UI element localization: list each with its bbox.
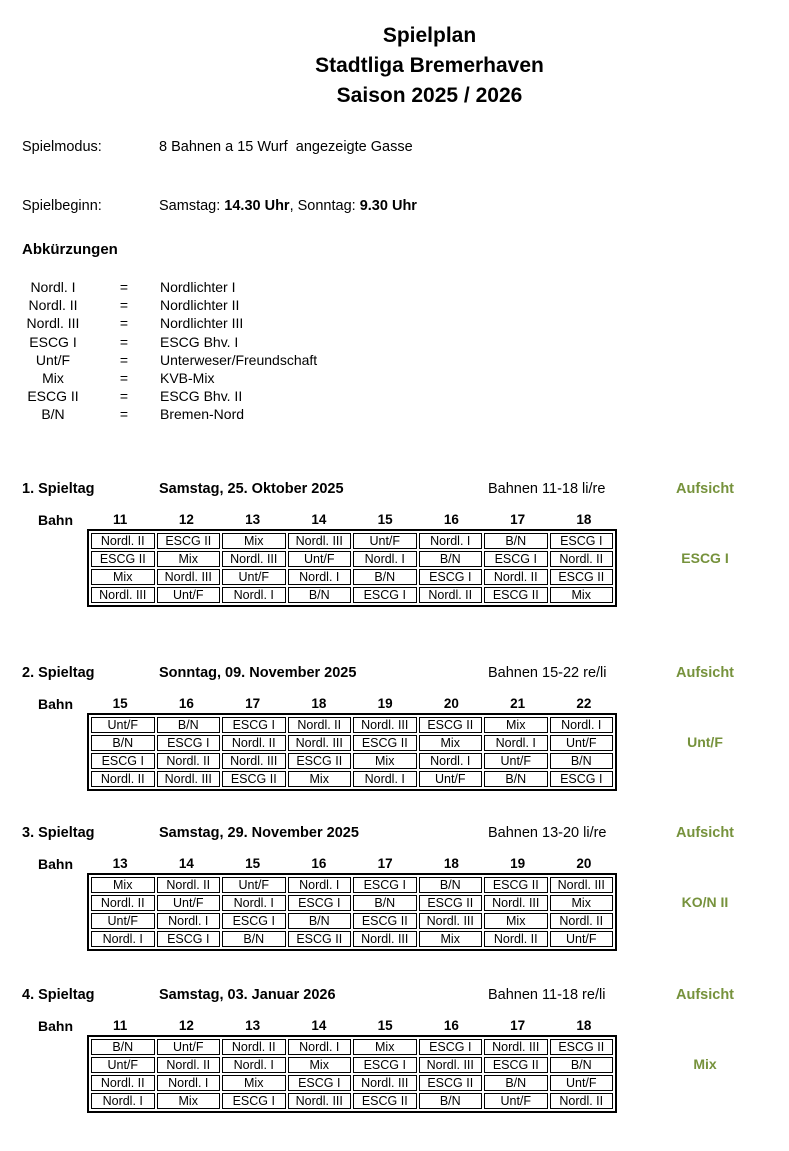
schedule-cell: ESCG I	[222, 913, 286, 929]
schedule-cell: Nordl. I	[550, 717, 614, 733]
matchday-section-4	[0, 987, 789, 1127]
schedule-cell: ESCG I	[157, 735, 221, 751]
lane-number: 13	[112, 856, 128, 871]
schedule-cell: ESCG II	[484, 1057, 548, 1073]
lane-number: 13	[245, 1018, 261, 1033]
schedule-cell: Mix	[222, 533, 286, 549]
matchday-label: 1. Spieltag	[22, 481, 95, 497]
schedule-row	[91, 717, 613, 733]
matchday-date: Sonntag, 09. November 2025	[159, 665, 357, 681]
schedule-cell: Unt/F	[222, 877, 286, 893]
abbreviation-row	[0, 315, 500, 333]
schedule-cell: Unt/F	[550, 931, 614, 947]
schedule-cell: Nordl. II	[484, 569, 548, 585]
lane-number: 16	[443, 1018, 459, 1033]
schedule-cell: Nordl. II	[222, 735, 286, 751]
schedule-cell: Nordl. I	[91, 931, 155, 947]
equals-sign: =	[119, 351, 129, 368]
lane-number: 19	[510, 856, 526, 871]
schedule-cell: B/N	[288, 587, 352, 603]
bahn-column-label: Bahn	[38, 696, 73, 712]
schedule-cell: ESCG I	[484, 551, 548, 567]
schedule-cell: ESCG I	[353, 877, 417, 893]
schedule-cell: Nordl. II	[91, 533, 155, 549]
schedule-cell: Unt/F	[91, 1057, 155, 1073]
schedule-cell: B/N	[550, 753, 614, 769]
schedule-cell: B/N	[484, 533, 548, 549]
abbreviation-full: KVB-Mix	[160, 369, 215, 386]
spielmodus-label: Spielmodus:	[22, 139, 102, 155]
schedule-cell: Nordl. I	[157, 913, 221, 929]
schedule-cell: Nordl. III	[91, 587, 155, 603]
schedule-row	[91, 735, 613, 751]
schedule-cell: Nordl. III	[484, 895, 548, 911]
schedule-cell: ESCG I	[419, 569, 483, 585]
schedule-cell: Nordl. II	[484, 931, 548, 947]
schedule-cell: B/N	[222, 931, 286, 947]
schedule-cell: ESCG I	[288, 895, 352, 911]
schedule-table	[87, 529, 617, 607]
abbreviation-row	[0, 297, 500, 315]
schedule-cell: B/N	[484, 1075, 548, 1091]
schedule-cell: Mix	[222, 1075, 286, 1091]
schedule-cell: Nordl. III	[157, 771, 221, 787]
schedule-cell: Nordl. I	[222, 587, 286, 603]
schedule-cell: Nordl. III	[419, 913, 483, 929]
title-line-2: Stadtliga Bremerhaven	[315, 54, 544, 77]
schedule-cell: Nordl. I	[222, 1057, 286, 1073]
aufsicht-header: Aufsicht	[676, 825, 734, 841]
schedule-cell: ESCG I	[353, 1057, 417, 1073]
lane-number: 17	[510, 512, 526, 527]
schedule-cell: ESCG II	[550, 1039, 614, 1055]
abbreviation-full: Bremen-Nord	[160, 406, 245, 423]
schedule-row	[91, 913, 613, 929]
schedule-cell: ESCG II	[157, 533, 221, 549]
schedule-cell: B/N	[550, 1057, 614, 1073]
schedule-cell: ESCG II	[419, 1075, 483, 1091]
abbreviation-short: ESCG I	[29, 333, 77, 350]
lane-number: 13	[245, 512, 261, 527]
equals-sign: =	[119, 279, 129, 295]
schedule-cell: Nordl. II	[157, 1057, 221, 1073]
schedule-cell: ESCG I	[288, 1075, 352, 1091]
schedule-cell: Nordl. III	[353, 1075, 417, 1091]
lane-numbers-row	[87, 856, 617, 872]
lane-numbers-row	[87, 696, 617, 712]
matchday-section-1	[0, 481, 789, 621]
aufsicht-team: ESCG I	[681, 550, 729, 566]
schedule-row	[91, 1093, 613, 1109]
schedule-cell: Nordl. III	[353, 931, 417, 947]
lane-number: 18	[576, 512, 592, 527]
spielbeginn-part1: Samstag:	[159, 198, 225, 214]
schedule-cell: B/N	[419, 1093, 483, 1109]
aufsicht-team: KO/N II	[681, 894, 729, 910]
schedule-cell: Nordl. III	[550, 877, 614, 893]
schedule-cell: Unt/F	[157, 895, 221, 911]
schedule-cell: Nordl. I	[91, 1093, 155, 1109]
schedule-cell: ESCG I	[222, 717, 286, 733]
spielbeginn-time-saturday: 14.30 Uhr	[224, 198, 290, 214]
spielbeginn-part2: , Sonntag:	[289, 198, 360, 214]
equals-sign: =	[119, 388, 129, 405]
schedule-row	[91, 753, 613, 769]
schedule-cell: Unt/F	[157, 587, 221, 603]
lane-number: 14	[311, 1018, 327, 1033]
schedule-cell: Nordl. I	[484, 735, 548, 751]
schedule-cell: Nordl. II	[91, 1075, 155, 1091]
lane-number: 18	[443, 856, 459, 871]
bahn-column-label: Bahn	[38, 512, 73, 528]
schedule-cell: ESCG I	[353, 587, 417, 603]
schedule-row	[91, 533, 613, 549]
abbreviations-heading: Abkürzungen	[22, 241, 118, 258]
schedule-cell: Nordl. II	[550, 1093, 614, 1109]
abbreviation-full: ESCG Bhv. II	[160, 388, 243, 405]
schedule-cell: Nordl. II	[91, 771, 155, 787]
matchday-label: 3. Spieltag	[22, 825, 95, 841]
lane-number: 18	[576, 1018, 592, 1033]
schedule-row	[91, 587, 613, 603]
lane-number: 15	[245, 856, 261, 871]
schedule-cell: ESCG I	[222, 1093, 286, 1109]
schedule-cell: B/N	[91, 735, 155, 751]
schedule-row	[91, 1057, 613, 1073]
lane-number: 17	[245, 696, 261, 711]
schedule-cell: Nordl. I	[353, 551, 417, 567]
abbreviation-full: Nordlichter I	[160, 279, 236, 295]
schedule-row	[91, 877, 613, 893]
equals-sign: =	[119, 315, 129, 332]
bahn-column-label: Bahn	[38, 856, 73, 872]
lane-numbers-row	[87, 512, 617, 528]
schedule-cell: Mix	[550, 895, 614, 911]
abbreviation-full: Nordlichter II	[160, 297, 240, 314]
schedule-table	[87, 713, 617, 791]
matchday-date: Samstag, 29. November 2025	[159, 825, 359, 841]
schedule-cell: Unt/F	[222, 569, 286, 585]
lane-number: 15	[377, 1018, 393, 1033]
schedule-cell: B/N	[419, 551, 483, 567]
lane-number: 12	[178, 512, 194, 527]
lane-number: 18	[311, 696, 327, 711]
lane-number: 14	[311, 512, 327, 527]
lane-number: 11	[112, 1018, 128, 1033]
schedule-cell: Nordl. II	[222, 1039, 286, 1055]
schedule-cell: Nordl. III	[419, 1057, 483, 1073]
aufsicht-header: Aufsicht	[676, 987, 734, 1003]
schedule-cell: Unt/F	[91, 717, 155, 733]
schedule-cell: Nordl. III	[288, 735, 352, 751]
schedule-table	[87, 873, 617, 951]
schedule-cell: Nordl. III	[353, 717, 417, 733]
abbreviation-short: B/N	[41, 406, 65, 423]
abbreviation-short: Unt/F	[35, 351, 71, 368]
abbreviation-short: Nordl. II	[28, 297, 78, 314]
schedule-cell: Mix	[157, 551, 221, 567]
abbreviation-row	[0, 334, 500, 352]
schedule-row	[91, 569, 613, 585]
matchday-lane-range: Bahnen 11-18 li/re	[488, 481, 606, 497]
schedule-cell: Nordl. II	[419, 587, 483, 603]
schedule-table-body	[91, 877, 613, 947]
equals-sign: =	[119, 333, 129, 350]
spielbeginn-time-sunday: 9.30 Uhr	[359, 198, 417, 214]
abbreviation-full: ESCG Bhv. I	[160, 333, 239, 350]
abbreviation-row	[0, 406, 500, 424]
spielmodus-value: 8 Bahnen a 15 Wurf angezeigte Gasse	[159, 139, 413, 155]
schedule-cell: Mix	[157, 1093, 221, 1109]
abbreviation-short: Nordl. III	[26, 315, 80, 332]
schedule-cell: ESCG II	[353, 913, 417, 929]
schedule-cell: Nordl. III	[288, 533, 352, 549]
lane-number: 12	[178, 1018, 194, 1033]
lane-number: 16	[443, 512, 459, 527]
abbreviation-short: ESCG II	[27, 388, 79, 405]
abbreviations-list	[0, 279, 500, 425]
abbreviation-row	[0, 370, 500, 388]
schedule-cell: ESCG I	[550, 533, 614, 549]
aufsicht-team: Unt/F	[687, 734, 723, 750]
schedule-cell: B/N	[157, 717, 221, 733]
schedule-row	[91, 771, 613, 787]
schedule-cell: Mix	[419, 735, 483, 751]
abbreviation-full: Nordlichter III	[160, 315, 244, 332]
schedule-cell: Unt/F	[550, 735, 614, 751]
schedule-cell: Nordl. III	[484, 1039, 548, 1055]
matchday-section-3	[0, 825, 789, 965]
document-title	[70, 21, 789, 111]
schedule-cell: Nordl. I	[222, 895, 286, 911]
schedule-cell: Nordl. II	[550, 551, 614, 567]
schedule-table-body	[91, 717, 613, 787]
lane-number: 14	[178, 856, 194, 871]
schedule-cell: Unt/F	[91, 913, 155, 929]
equals-sign: =	[119, 369, 129, 386]
schedule-cell: Unt/F	[419, 771, 483, 787]
matchday-label: 2. Spieltag	[22, 665, 95, 681]
aufsicht-header: Aufsicht	[676, 481, 734, 497]
schedule-cell: Nordl. I	[157, 1075, 221, 1091]
aufsicht-header: Aufsicht	[676, 665, 734, 681]
schedule-cell: ESCG II	[288, 753, 352, 769]
schedule-cell: Nordl. III	[222, 753, 286, 769]
lane-number: 21	[510, 696, 526, 711]
abbreviation-full: Unterweser/Freundschaft	[160, 351, 318, 368]
lane-number: 15	[112, 696, 128, 711]
schedule-cell: Unt/F	[353, 533, 417, 549]
schedule-cell: Nordl. II	[157, 877, 221, 893]
lane-number: 17	[377, 856, 393, 871]
schedule-cell: Mix	[353, 753, 417, 769]
matchday-lane-range: Bahnen 11-18 re/li	[488, 987, 606, 1003]
schedule-cell: Mix	[288, 1057, 352, 1073]
schedule-cell: Mix	[91, 877, 155, 893]
matchday-lane-range: Bahnen 13-20 li/re	[488, 825, 607, 841]
lane-number: 19	[377, 696, 393, 711]
schedule-row	[91, 551, 613, 567]
schedule-cell: ESCG II	[91, 551, 155, 567]
matchday-label: 4. Spieltag	[22, 987, 95, 1003]
schedule-cell: Unt/F	[484, 1093, 548, 1109]
schedule-cell: ESCG II	[419, 895, 483, 911]
schedule-cell: ESCG I	[157, 931, 221, 947]
schedule-cell: ESCG II	[484, 877, 548, 893]
schedule-cell: Unt/F	[157, 1039, 221, 1055]
schedule-cell: Nordl. III	[157, 569, 221, 585]
lane-number: 11	[112, 512, 128, 527]
title-line-1: Spielplan	[382, 24, 477, 47]
schedule-cell: ESCG II	[288, 931, 352, 947]
schedule-cell: Mix	[419, 931, 483, 947]
equals-sign: =	[119, 297, 129, 314]
lane-number: 16	[311, 856, 327, 871]
schedule-cell: Nordl. III	[288, 1093, 352, 1109]
schedule-cell: Nordl. I	[288, 569, 352, 585]
lane-number: 22	[576, 696, 592, 711]
aufsicht-team: Mix	[693, 1056, 717, 1072]
matchday-date: Samstag, 03. Januar 2026	[159, 987, 336, 1003]
schedule-cell: ESCG I	[550, 771, 614, 787]
schedule-cell: Nordl. III	[222, 551, 286, 567]
lane-number: 15	[377, 512, 393, 527]
schedule-table	[87, 1035, 617, 1113]
title-line-3: Saison 2025 / 2026	[336, 84, 523, 107]
schedule-cell: Nordl. I	[419, 753, 483, 769]
schedule-cell: ESCG I	[419, 1039, 483, 1055]
schedule-cell: Nordl. I	[353, 771, 417, 787]
abbreviation-row	[0, 388, 500, 406]
abbreviation-row	[0, 352, 500, 370]
bahn-column-label: Bahn	[38, 1018, 73, 1034]
schedule-table-body	[91, 1039, 613, 1109]
schedule-cell: B/N	[419, 877, 483, 893]
schedule-cell: Mix	[550, 587, 614, 603]
lane-number: 17	[510, 1018, 526, 1033]
schedule-cell: Nordl. II	[288, 717, 352, 733]
schedule-row	[91, 1075, 613, 1091]
schedule-cell: Nordl. I	[288, 1039, 352, 1055]
schedule-cell: Mix	[353, 1039, 417, 1055]
matchday-section-2	[0, 665, 789, 805]
schedule-cell: ESCG II	[419, 717, 483, 733]
schedule-table-body	[91, 533, 613, 603]
lane-number: 20	[576, 856, 592, 871]
matchday-lane-range: Bahnen 15-22 re/li	[488, 665, 607, 681]
schedule-cell: B/N	[91, 1039, 155, 1055]
schedule-cell: ESCG II	[484, 587, 548, 603]
lane-number: 20	[443, 696, 459, 711]
schedule-cell: Mix	[91, 569, 155, 585]
schedule-cell: Nordl. I	[419, 533, 483, 549]
abbreviation-short: Mix	[42, 369, 64, 386]
spielbeginn-value	[159, 198, 417, 214]
abbreviation-short: Nordl. I	[30, 279, 76, 295]
schedule-cell: ESCG II	[353, 1093, 417, 1109]
schedule-cell: Mix	[288, 771, 352, 787]
schedule-cell: Mix	[484, 913, 548, 929]
schedule-cell: B/N	[288, 913, 352, 929]
schedule-row	[91, 931, 613, 947]
schedule-cell: B/N	[353, 569, 417, 585]
schedule-cell: B/N	[484, 771, 548, 787]
schedule-cell: ESCG II	[550, 569, 614, 585]
lane-numbers-row	[87, 1018, 617, 1034]
schedule-cell: Mix	[484, 717, 548, 733]
lane-number: 16	[178, 696, 194, 711]
schedule-cell: Nordl. II	[157, 753, 221, 769]
schedule-cell: Nordl. II	[550, 913, 614, 929]
abbreviation-row	[0, 279, 500, 297]
schedule-cell: Unt/F	[484, 753, 548, 769]
spielbeginn-label: Spielbeginn:	[22, 198, 102, 214]
schedule-cell: Nordl. II	[91, 895, 155, 911]
schedule-row	[91, 895, 613, 911]
schedule-cell: Nordl. I	[288, 877, 352, 893]
schedule-cell: ESCG II	[222, 771, 286, 787]
schedule-row	[91, 1039, 613, 1055]
schedule-cell: B/N	[353, 895, 417, 911]
schedule-cell: Unt/F	[288, 551, 352, 567]
schedule-cell: ESCG II	[353, 735, 417, 751]
schedule-cell: ESCG I	[91, 753, 155, 769]
schedule-cell: Unt/F	[550, 1075, 614, 1091]
matchday-date: Samstag, 25. Oktober 2025	[159, 481, 344, 497]
equals-sign: =	[119, 406, 129, 423]
